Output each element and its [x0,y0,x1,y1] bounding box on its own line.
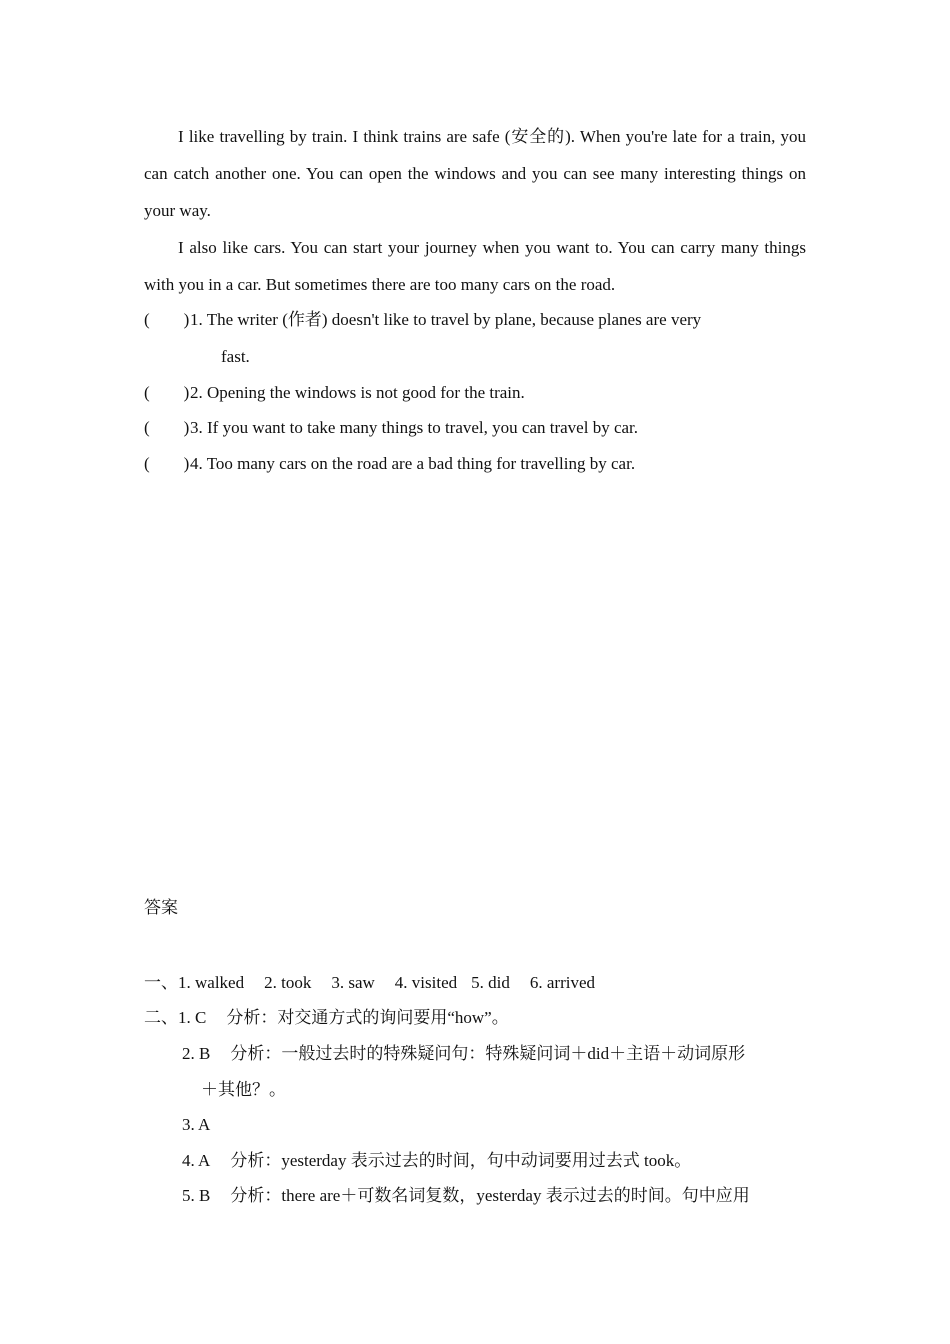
answer-section-2-item-2 [182,1036,745,1072]
question-1 [144,302,806,338]
answer-item: 2. took [264,973,312,992]
answer-analysis: 分析：一般过去时的特殊疑问句：特殊疑问词＋did＋主语＋动词原形 [230,1044,746,1063]
question-text: 4. Too many cars on the road are a bad thing for travelling by car. [190,454,636,473]
answer-section-2-item-4 [182,1143,691,1179]
question-text: 2. Opening the windows is not good for the train. [190,383,525,402]
answer-item: 4. visited [394,973,458,992]
answer-section-2-item-3 [182,1107,210,1143]
reading-paragraph-2: I also like cars. You can start your journey when you want to. You can carry many things with you in a car. But sometimes there are too many cars on the road. [144,238,806,294]
answer-number: 5. B [182,1186,211,1205]
answer-section-2-item-2-continuation: ＋其他？。 [201,1080,286,1099]
answer-analysis: 分析：yesterday 表示过去的时间，句中动词要用过去式 took。 [230,1151,692,1170]
answer-item: 3. saw [331,973,375,992]
question-2 [144,375,806,411]
answer-item: 1. walked [178,973,245,992]
answer-number: 4. A [182,1151,211,1170]
answer-blank[interactable]: ( ) [144,418,190,437]
section-label: 二、 [144,1008,178,1027]
reading-paragraph-1: I like travelling by train. I think trains are safe (安全的). When you're late for a train, you can catch another one. You can open the windows and you can see many interesting things on your way. [144,127,806,220]
answer-number: 2. B [182,1044,211,1063]
answer-number: 3. A [182,1115,211,1134]
answer-item: 6. arrived [529,973,595,992]
answer-blank[interactable]: ( ) [144,454,190,473]
answer-item: 5. did [471,973,510,992]
question-text: 3. If you want to take many things to travel, you can travel by car. [190,418,639,437]
answer-number: 1. C [178,1008,207,1027]
answers-heading: 答案 [144,898,178,917]
answer-section-1 [144,965,595,1001]
question-text: 1. The writer (作者) doesn't like to travel by plane, because planes are very [190,310,702,329]
answer-analysis: 分析：there are＋可数名词复数，yesterday 表示过去的时间。句中应用 [230,1186,750,1205]
question-1-continuation: fast. [221,347,250,366]
answer-section-2-item-1 [144,1000,509,1036]
answer-section-2-item-5 [182,1178,750,1214]
question-4 [144,446,806,482]
section-label: 一、 [144,973,178,992]
answer-blank[interactable]: ( ) [144,310,190,329]
question-3 [144,410,806,446]
answer-analysis: 分析：对交通方式的询问要用“how”。 [226,1008,509,1027]
answer-blank[interactable]: ( ) [144,383,190,402]
